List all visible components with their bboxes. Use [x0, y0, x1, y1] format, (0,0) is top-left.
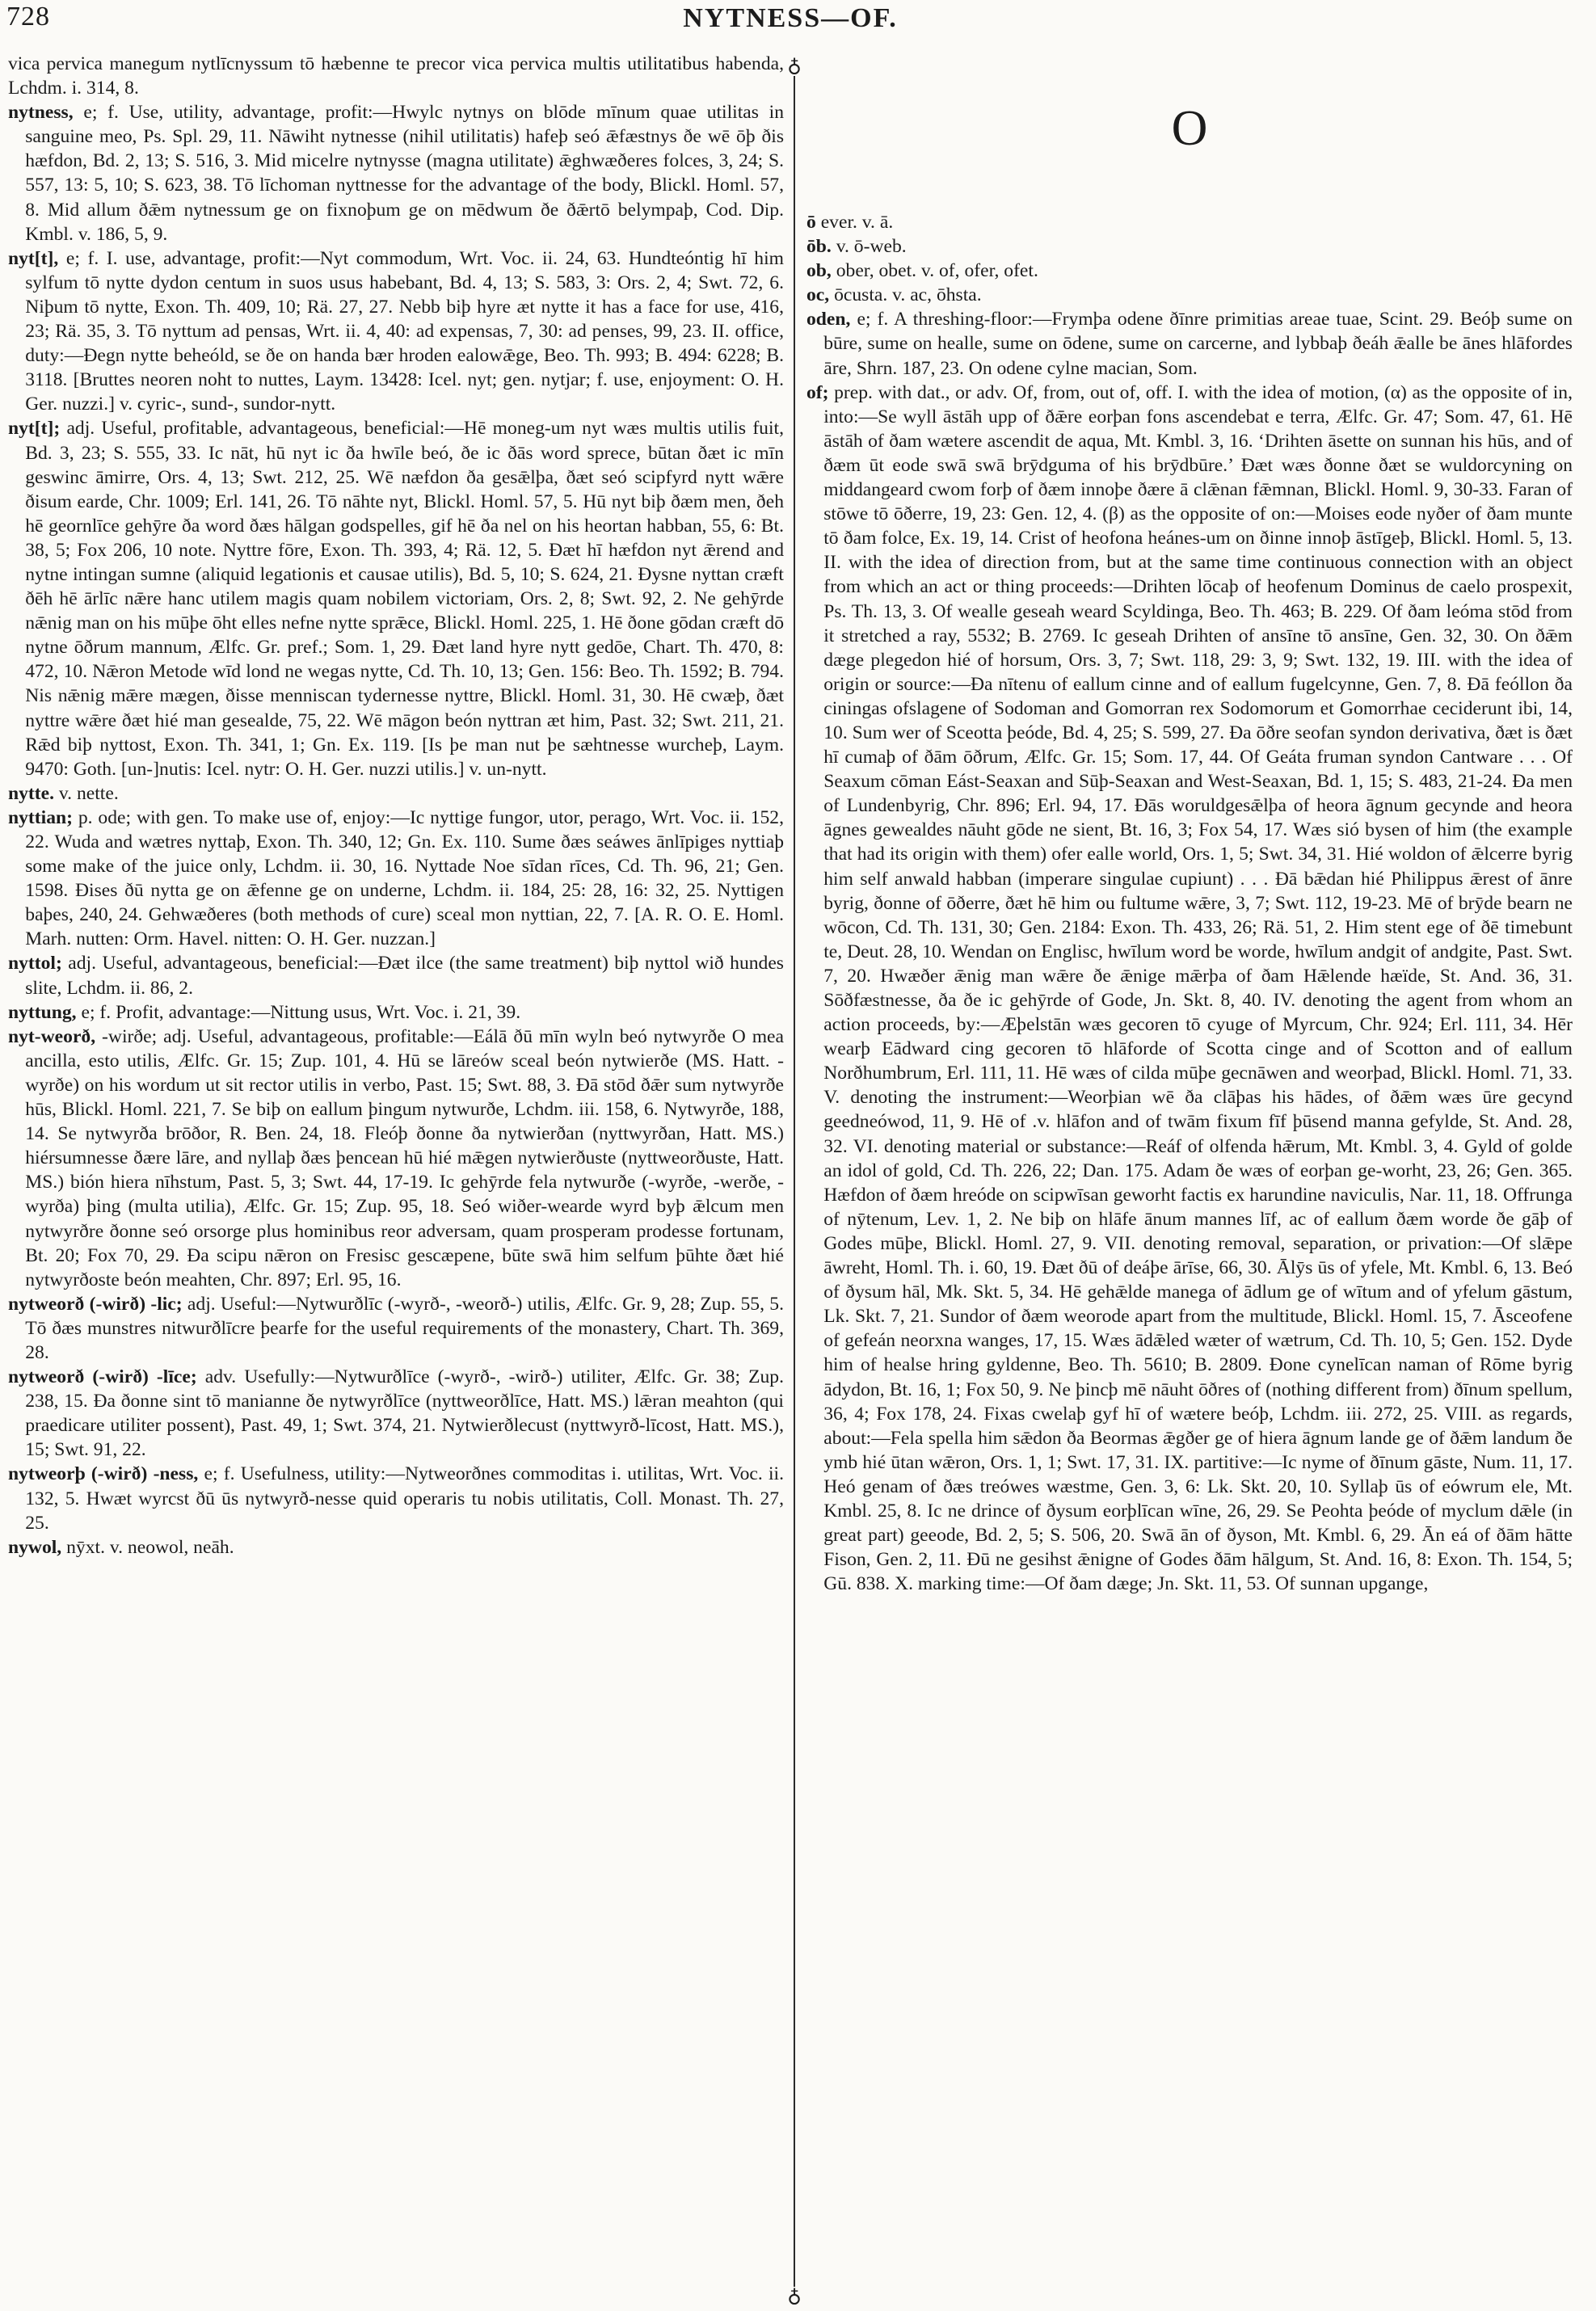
entry-text: -wirðe; adj. Useful, advantageous, profitable:—Eálā ðū mīn wyln beó nytwyrðe O mea ancilla, esto utilis, Ælfc. Gr. 15; Zup. 101, 4. Hū se lāreów sceal beón nytwierðe (MS. Hatt. -wyrðe) on his wordum ut sit rector utilis in verbo, Past. 15; Swt. 88, 3. Ðā stōd ðǣr sum nytwyrðe hūs, Blickl. Homl. 221, 7. Se biþ on eallum þingum nytwurðe, Lchdm. iii. 158, 6. Nytwyrðe, 188, 14. Se nytwyrða brōðor, R. Ben. 24, 18. Fleóþ ðonne ða nytwierðan (nyttwyrðan, Hatt. MS.) hiérsumnesse ðære lāre, and nyllaþ ðæs þencean hū hié mǣgen nytwierðuste (nyttweorðuste, Hatt. MS.) bión hiera nīhstum, Past. 5, 3; Swt. 44, 17-19. Ic gehȳrde fela nytwurðe (-wyrðe, -werðe, -wyrða) þing (multa utilia), Ælfc. Gr. 15; Zup. 95, 18. Seó wiðer-wearde wyrd byþ ǣlcum men nytwyrðre ðonne seó orsorge plus hominibus reor adversam, quam prosperam prodesse fortunam, Bt. 20; Fox 70, 29. Ða scipu nǣron on Fresisc gescæpene, būte swā him selfum þūhte ðæt hié nytwyrðoste beón meahten, Chr. 897; Erl. 95, 16. [25, 1025, 784, 1290]
entry-headword: nyttian; [8, 806, 73, 828]
running-head: NYTNESS—OF. [683, 3, 898, 33]
section-letter: O [1171, 101, 1208, 156]
dictionary-entry [8, 1292, 784, 1365]
dictionary-entry [8, 52, 784, 100]
entry-headword: nytte. [8, 782, 55, 804]
dictionary-entry [806, 307, 1573, 380]
entry-headword: nyttol; [8, 953, 62, 974]
entry-headword: nyt-weorð, [8, 1025, 96, 1047]
dictionary-entry [8, 806, 784, 952]
dictionary-entry [8, 1365, 784, 1462]
dictionary-entry [8, 1025, 784, 1292]
entry-text: e; f. A threshing-floor:—Frymþa odene ðīnre primitias areae tuae, Scint. 29. Beóþ sume on būre, sume on healle, sume on ōdene, sume on carcerne, and lybbaþ ðeáh ǣalle be ānes hlāfordes āre, Shrn. 187, 23. On odene cylne macian, Som. [823, 309, 1573, 379]
entry-headword: ō [806, 212, 816, 233]
dictionary-entry [8, 100, 784, 246]
entry-text: adj. Useful, advantageous, beneficial:—Ðæt ilce (the same treatment) biþ nyttol wið hundes slite, Lchdm. ii. 86, 2. [25, 953, 784, 999]
entry-text: e; f. Profit, advantage:—Nittung usus, Wrt. Voc. i. 21, 39. [81, 1001, 521, 1023]
dictionary-entry [806, 234, 1573, 259]
entry-headword: ōb. [806, 236, 832, 258]
entry-text: adj. Useful, profitable, advantageous, beneficial:—Hē moneg-um nyt wæs multis utilis fuit, Bd. 3, 23; S. 555, 33. Ic nāt, hū nyt ic ða hwīle beó, ðe ic ðās word sprece, būtan ðæt ic mīn geswinc āmirre, Ors. 4, 13; Swt. 212, 25. Wē næfdon ða gesǣlþa, ðæt seó scipfyrd nytt wǣre ðisum earde, Chr. 1009; Erl. 141, 26. Tō nāhte nyt, Blickl. Homl. 57, 5. Hū nyt biþ ðæm men, ðeh hē geornlīce gehȳre ða word ðæs hālgan godspelles, gif hē ða nel on his heortan habban, 55, 6: Bt. 38, 5; Fox 206, 10 note. Nyttre fōre, Exon. Th. 393, 4; Rä. 12, 5. Ðæt hī hæfdon nyt ǣrend and nytne intingan sumne (aliquid legationis et causae utilis), Bd. 5, 10; S. 624, 21. Ðysne nyttan cræft ðēh hē ārlīc nǣre hanc utilem magis quam nobilem victoriam, Ors. 2, 8; Swt. 92, 2. Ne gehȳrde nǣnig man on his mūþe ōht elles nefne nytte sprǣce, Blickl. Homl. 225, 1. Hē ðone gōdan cræft dō nytne ōðrum mannum, Ælfc. Gr. pref.; Som. 1, 29. Ðæt land hyre nytt gedōe, Chart. Th. 470, 8: 472, 10. Nǣron Metode wīd lond ne wegas nytte, Cd. Th. 10, 13; Gen. 156: Beo. Th. 1592; B. 794. Nis nǣnig mǣre mægen, ðisse menniscan tydernesse nyttre, Blickl. Homl. 31, 30. Hē cwæþ, ðæt nyttre wǣre ðæt hié man gesealde, 75, 22. Wē māgon beón nyttran æt him, Past. 32; Swt. 211, 21. Rǣd biþ nyttost, Exon. Th. 341, 1; Gn. Ex. 119. [Is þe man nut þe sæhtnesse wurcheþ, Laym. 9470: Goth. [un-]nutis: Icel. nytr: O. H. Ger. nuzzi utilis.] v. un-nytt. [25, 418, 784, 780]
entry-text: v. ō-web. [836, 236, 907, 258]
rule-ornament-top: ♁ [785, 57, 804, 76]
entry-headword: of; [806, 381, 829, 403]
entry-headword: nyttung, [8, 1001, 77, 1023]
dictionary-entry [8, 781, 784, 806]
left-column [8, 52, 784, 1560]
dictionary-entry [8, 246, 784, 417]
entry-text: v. nette. [58, 782, 119, 804]
entry-headword: nyt[t], [8, 247, 59, 269]
entry-text: ober, obet. v. of, ofer, ofet. [836, 260, 1038, 282]
dictionary-entry [8, 1000, 784, 1025]
entry-headword: oc, [806, 284, 830, 306]
entry-text: e; f. Use, utility, advantage, profit:—Hwylc nytnys on blōde mīnum quae utilitas in sanguine meo, Ps. Spl. 29, 11. Nāwiht nytnesse (nihil utilitatis) hafeþ seó ǣfæstnys ðe wē ōþ ðis hæfdon, Bd. 2, 13; S. 516, 3. Mid micelre nytnysse (magna utilitate) ǣghwæðeres folces, 3, 24; S. 557, 13: 5, 10; S. 623, 38. Tō līchoman nyttnesse for the advantage of the body, Blickl. Homl. 57, 8. Mid allum ðǣm nytnessum ge on fixnoþum ge on mēdwum ðe ðǣrtō belympaþ, Cod. Dip. Kmbl. v. 186, 5, 9. [25, 102, 784, 245]
entry-text: adv. Usefully:—Nytwurðlīce (-wyrð-, -wirð-) utiliter, Ælfc. Gr. 38; Zup. 238, 15. Ða ðonne sint tō manianne ðe nytwyrðlīce (nyttweorðlīce, Hatt. MS.) lǣran meahton (qui praedicare utiliter possent), Past. 49, 1; Swt. 374, 21. Nytwierðlecust (nyttwyrð-līcost, Hatt. MS.), 15; Swt. 91, 22. [25, 1366, 784, 1461]
entry-headword: nytness, [8, 102, 74, 124]
dictionary-entry [806, 259, 1573, 283]
entry-text: prep. with dat., or adv. Of, from, out of, off. I. with the idea of motion, (α) as the opposite of in, into:—Se wyll āstāh upp of ðǣre eorþan fons ascendebat e terra, Ælfc. Gr. 47; Som. 47, 61. Hē āstāh of ðam wætere ascendit de aqua, Mt. Kmbl. 3, 16. ‘Drihten āsette on sunnan his hūs, and of ðæm ūt eode swā swā brȳdguma of his brȳdbūre.’ Ðæt wæs ðonne ðæt se wuldorcyning on middangeard cwom forþ of ðæm innoþe ðære ā clǣnan fǣmnan, Blickl. Homl. 9, 30-33. Faran of stōwe tō ōðerre, 19, 23: Gen. 12, 4. (β) as the opposite of on:—Moises eode nyðer of ðam munte tō ðam folce, Ex. 19, 14. Crist of heofona heánes-um on ðinne innoþ āstīgeþ, Blickl. Homl. 5, 13. II. with the idea of direction from, but at the same time continuous connection with an object from which an act or thing proceeds:—Drihten lōcaþ of heofenum Dominus de caelo prospexit, Ps. Th. 13, 3. Of wealle geseah weard Scyldinga, Beo. Th. 463; B. 229. Of ðam leóma stōd from it stretched a ray, 5532; B. 2769. Ic geseah Drihten of ansīne tō ansīne, Gen. 32, 30. On ðǣm dæge plegedon hié of horsum, Ors. 3, 7; Swt. 118, 29: 3, 9; Swt. 132, 19. III. with the idea of origin or source:—Ða nītenu of eallum cinne and of eallum fugelcynne, Gen. 7, 8. Ðā feóllon ða ciningas ofslagene of Sodoman and Gomorran rex Sodomorum et Gomorrhae ceciderunt ibi, 14, 10. Sum wer of Sceotta þeóde, Bd. 4, 25; S. 599, 27. Ða ōðre seofan syndon derivativa, ðæt is ðæt hī cumaþ of ðām ōðrum, Ælfc. Gr. 15; Som. 17, 44. Of Geáta fruman syndon Cantware . . . Of Seaxum cōman Eást-Seaxan and Sūþ-Seaxan and West-Seaxan, Bd. 1, 15; S. 483, 21-24. Ða men of Lundenbyrig, Chr. 896; Erl. 94, 17. Ðās woruldgesǣlþa of heora āgnum gecynde and heora āgnes gewealdes nāuht gōde ne sient, Bt. 16, 3; Fox 54, 17. Wæs sió bysen of him (the example that had its origin with them) ofer ealle world, Ors. 1, 5; Swt. 34, 31. Hié woldon of ǣlcerre byrig him self anwald habban (imperare singulae cupiunt) . . . Ðā bǣdan hié Philippus ǣrest of ānre byrig, ðonne of ōðerre, ðæt hē him ou fultume wǣre, 3, 7; Swt. 112, 19-23. Mē of brȳde bearn ne wōcon, Cd. Th. 131, 30; Gen. 2184: Exon. Th. 433, 26; Rä. 51, 2. Him stent ege of ðē timebunt te, Deut. 28, 10. Wendan on Englisc, hwīlum word be worde, hwīlum andgit of andgite, Past. Swt. 7, 20. Hwæðer ǣnig man wǣre ðe ǣnige mǣrþa of ðam Hǣlende hæïde, St. And. 36, 31. Sōðfæstnesse, ða ðe ic gehȳrde of Gode, Jn. Skt. 8, 40. IV. denoting the agent from whom an action proceeds, by:—Æþelstān wæs gecoren tō cyuge of Myrcum, Chr. 924; Erl. 111, 34. Hēr wearþ Eādward cing gecoren tō hlāforde of Scotta cinge and of Scotton and of eallum Norðhumbrum, Erl. 111, 11. Hē wæs of cilda mūþe gecnāwen and weorþad, Blickl. Homl. 71, 33. V. denoting the instrument:—Weorþian wē ða clāþas his hādes, of ðǣm wæs ūre gecynd geedneówod, 11, 9. Hē of .v. hlāfon and of twām fixum fīf þūsend manna gefylde, St. And. 28, 32. VI. denoting material or substance:—Reáf of olfenda hǣrum, Mt. Kmbl. 3, 4. Gyld of golde an idol of gold, Cd. Th. 226, 22; Dan. 175. Adam ðe wæs of eorþan ge-worht, 23, 26; Gen. 365. Hæfdon of ðæm hreóde on scipwīsan geworht factis ex harundine naviculis, Nar. 11, 18. Offrunga of nȳtenum, Lev. 1, 2. Ne biþ on hlāfe ānum mannes līf, ac of eallum ðæm worde ðe gāþ of Godes mūþe, Blickl. Homl. 27, 9. VII. denoting removal, separation, or privation:—Of slǣpe āwreht, Homl. Th. i. 60, 19. Ðæt ðū of deáþe ārīse, 66, 30. Ālȳs ūs of yfele, Mt. Kmbl. 6, 13. Beó of ðysum hāl, Mk. Skt. 5, 34. Hē gehǣlde manega of ādlum ge of wītum and of yfelum gāstum, Lk. Skt. 7, 21. Sundor of ðæm weorode apart from the multitude, Blickl. Homl. 15, 7. Āsceofene of gefeán neorxna wanges, 17, 15. Wæs ādǣled wæter of wætrum, Cd. Th. 10, 5; Gen. 152. Dyde him of healse hring gyldenne, Beo. Th. 5610; B. 2809. Ðone cynelīcan naman of Rōme byrig ādydon, Bt. 16, 1; Fox 50, 9. Ne þincþ mē nāuht ōðres of (nothing different from) ðīnum spellum, 36, 4; Fox 178, 24. Fixas cwelaþ gyf hī of wætere beóþ, Lchdm. iii. 272, 25. VIII. as regards, about:—Fela spella him sǣdon ða Beormas ǣgðer ge of hiera āgnum lande ge of ðǣm landum ðe ymb hié ūtan wǣron, Ors. 1, 1; Swt. 17, 31. IX. partitive:—Ic nyme of ðīnum gāste, Num. 11, 17. Heó genam of ðæs treówes wæstme, Gen. 3, 6: Lk. Skt. 20, 10. Syllaþ ūs of eówrum ele, Mt. Kmbl. 25, 8. Ic ne drince of ðysum eorþlīcan wīne, 26, 29. Se Peohta þeóde of myclum dǣle (in great part) geeode, Bd. 2, 5; S. 506, 20. Swā ān of ðyson, Mt. Kmbl. 6, 29. Ān eá of ðām hātte Fison, Gen. 2, 11. Ðū ne gesihst ǣnigne of Godes ðām hālgum, St. And. 16, 8: Exon. Th. 154, 5; Gū. 838. X. marking time:—Of ðam dæge; Jn. Skt. 11, 53. Of sunnan upgange, [823, 381, 1573, 1595]
dictionary-entry [8, 416, 784, 781]
page-header [6, 0, 1574, 45]
dictionary-entry [8, 951, 784, 1000]
entry-text: vica pervica manegum nytlīcnyssum tō hæbenne te precor vica pervica multis utilitatibus habenda, Lchdm. i. 314, 8. [8, 53, 784, 99]
dictionary-entry [8, 1462, 784, 1534]
entry-headword: ob, [806, 260, 832, 282]
entry-headword: nytweorþ (-wirð) -ness, [8, 1463, 199, 1485]
rule-ornament-bottom: ♁ [785, 2287, 804, 2306]
dictionary-entry [806, 283, 1573, 307]
dictionary-entry [806, 210, 1573, 234]
entry-text: p. ode; with gen. To make use of, enjoy:—Ic nyttige fungor, utor, perago, Wrt. Voc. ii. 152, 22. Wuda and wætres nyttaþ, Exon. Th. 340, 12; Gn. Ex. 110. Sume ðæs seáwes ānlīpiges nyttiaþ some make of the juice only, Lchdm. ii. 30, 16. Nyttade Noe sīdan rīces, Cd. Th. 96, 21; Gen. 1598. Ðises ðū nytta ge on ǣfenne ge on underne, Lchdm. ii. 184, 25: 28, 16: 32, 25. Nyttigen baþes, 240, 24. Gehwæðeres (both methods of cure) sceal mon nyttian, 22, 7. [A. R. O. E. Homl. Marh. nutten: Orm. Havel. nitten: O. H. Ger. nuzzan.] [25, 806, 784, 950]
entry-text: nȳxt. v. neowol, neāh. [66, 1536, 234, 1558]
right-column [806, 52, 1573, 1596]
entry-headword: nytweorð (-wirð) -lic; [8, 1293, 183, 1315]
entry-headword: nytweorð (-wirð) -līce; [8, 1366, 197, 1388]
entry-headword: nywol, [8, 1536, 62, 1558]
entry-text: ōcusta. v. ac, ōhsta. [834, 284, 982, 306]
page-number: 728 [6, 2, 50, 32]
entry-text: ever. v. ā. [820, 212, 894, 233]
dictionary-entry [8, 1535, 784, 1560]
entry-headword: nyt[t]; [8, 418, 61, 440]
entry-headword: oden, [806, 309, 851, 330]
entry-text: e; f. I. use, advantage, profit:—Nyt commodum, Wrt. Voc. ii. 24, 63. Hundteóntig hī him sylfum tō nytte dydon centum in suos usus habebant, Bd. 4, 13; S. 583, 3: Ors. 2, 4; Swt. 72, 6. Niþum tō nytte, Exon. Th. 409, 10; Rä. 27, 27. Nebb biþ hyre æt nytte it has a face for use, 416, 23; Rä. 35, 3. Tō nyttum ad pensas, Wrt. ii. 4, 40: ad expensas, 7, 30: ad penses, 99, 23. II. office, duty:—Ðegn nytte beheóld, se ðe on handa bær hroden ealowǣge, Beo. Th. 993; B. 494: 6228; B. 3118. [Bruttes neoren noht to nuttes, Laym. 13428: Icel. nyt; gen. nytjar; f. use, enjoyment: O. H. Ger. nuzzi.] v. cyric-, sund-, sundor-nytt. [25, 247, 784, 415]
dictionary-entry [806, 381, 1573, 1597]
column-rule [794, 74, 795, 2288]
entry-text: e; f. Usefulness, utility:—Nytweorðnes commoditas i. utilitas, Wrt. Voc. ii. 132, 5. Hwæt wyrcst ðū ūs nytwyrð-nesse quid operaris tu nobis utilitatis, Coll. Monast. Th. 27, 25. [25, 1463, 785, 1534]
entry-text: adj. Useful:—Nytwurðlīc (-wyrð-, -weorð-) utilis, Ælfc. Gr. 9, 28; Zup. 55, 5. Tō ðæs munstres nitwurðlīcre þearfe for the useful requirements of the monastery, Chart. Th. 369, 28. [25, 1293, 784, 1363]
